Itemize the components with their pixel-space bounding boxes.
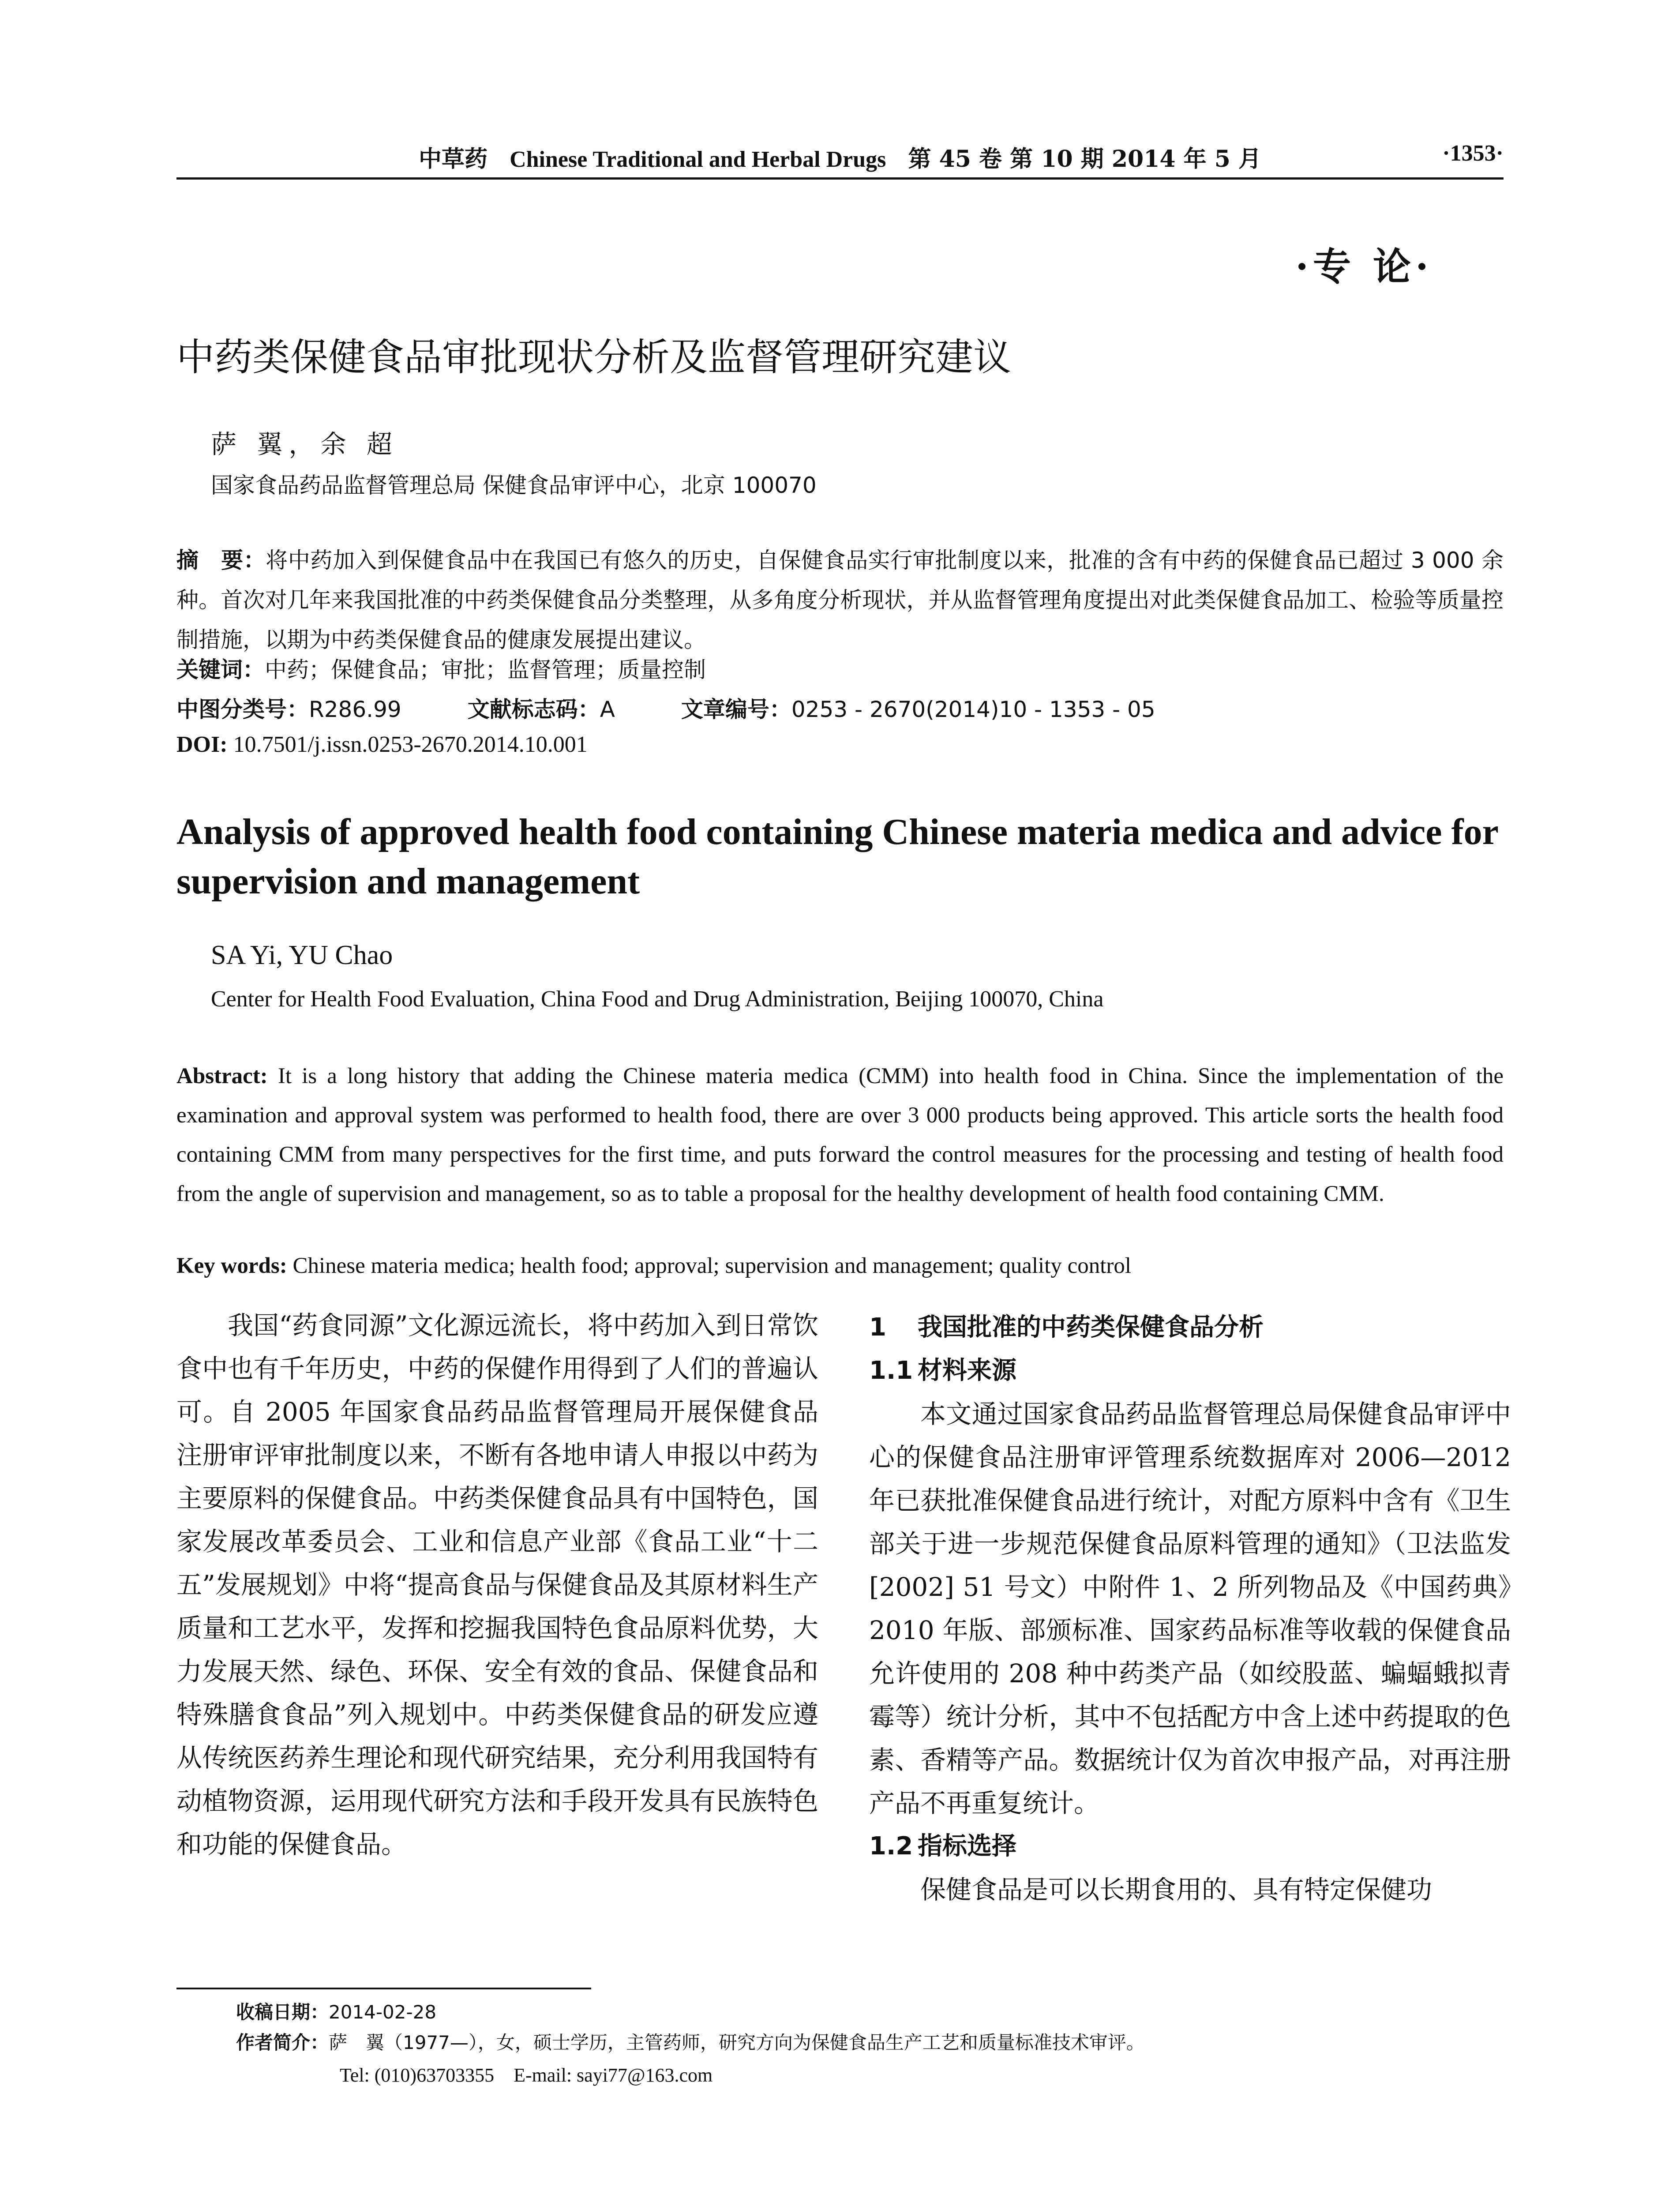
abstract-cn-text: 将中药加入到保健食品中在我国已有悠久的历史，自保健食品实行审批制度以来，批准的含有中药的保健食品已超过 3 000 余种。首次对几年来我国批准的中药类保健食品分类整理，从多角度分析现状，并从监督管理角度提出对此类保健食品加工、检验等质量控制措施，以期为中药类保健食品的健康发展提出建议。	[176, 548, 1504, 653]
authors-cn: 萨 翼，余 超	[211, 429, 398, 459]
section-1-1-number: 1.1	[869, 1356, 913, 1385]
footnote-rule	[176, 1988, 591, 1989]
doi-line	[176, 732, 588, 758]
doc-code-label: 文献标志码：	[467, 697, 600, 722]
issue-info: 第 45 卷 第 10 期 2014 年 5 月	[908, 146, 1262, 173]
abstract-cn	[176, 540, 1504, 660]
keywords-en-label: Key words:	[176, 1253, 287, 1278]
clc-value: R286.99	[309, 697, 401, 722]
section-1-2-paragraph: 保健食品是可以长期食用的、具有特定保健功	[920, 1875, 1432, 1905]
title-cn: 中药类保健食品审批现状分析及监督管理研究建议	[176, 335, 1011, 379]
section-1-1-heading	[869, 1349, 1511, 1392]
running-header	[176, 140, 1504, 176]
keywords-cn	[176, 652, 706, 684]
running-header-center	[176, 140, 1504, 173]
section-1-number: 1	[869, 1313, 886, 1342]
doc-code-value: A	[600, 697, 615, 722]
abstract-en-text: It is a long history that adding the Chinese materia medica (CMM) into health food in China. Since the implementation of the examination and approval system was performed to health food, there are over 3 000 products being approved. This article sorts the health food containing CMM from many perspectives for the first time, and puts forward the control measures for the processing and testing of health food from the angle of supervision and management, so as to table a proposal for the healthy development of health food containing CMM.	[176, 1064, 1504, 1206]
article-no-value: 0253 - 2670(2014)10 - 1353 - 05	[791, 697, 1155, 722]
section-1-2-number: 1.2	[869, 1832, 913, 1861]
article-no-label: 文章编号：	[681, 697, 791, 722]
section-1-2-title: 指标选择	[918, 1832, 1016, 1861]
body-column-left	[176, 1304, 818, 1866]
page-number: ·1353·	[1442, 141, 1504, 166]
section-1-2-heading	[869, 1825, 1511, 1868]
footnote-received	[236, 1998, 436, 2024]
intro-paragraph: 我国“药食同源”文化源远流长，将中药加入到日常饮食中也有千年历史，中药的保健作用得到了人们的普遍认可。自 2005 年国家食品药品监督管理局开展保健食品注册审评审批制度以来，不断有各地申请人申报以中药为主要原料的保健食品。中药类保健食品具有中国特色，国家发展改革委员会、工业和信息产业部《食品工业“十二五”发展规划》中将“提高食品与保健食品及其原材料生产质量和工艺水平，发挥和挖掘我国特色食品原料优势，大力发展天然、绿色、环保、安全有效的食品、保健食品和特殊膳食食品”列入规划中。中药类保健食品的研发应遵从传统医药养生理论和现代研究结果，充分利用我国特有动植物资源，运用现代研究方法和手段开发具有民族特色和功能的保健食品。	[176, 1310, 818, 1859]
bio-text: 萨 翼（1977—），女，硕士学历，主管药师，研究方向为保健食品生产工艺和质量标准技术审评。	[329, 2032, 1145, 2053]
section-1-1-title: 材料来源	[918, 1356, 1016, 1385]
journal-name-en: Chinese Traditional and Herbal Drugs	[510, 147, 886, 172]
header-rule	[176, 177, 1504, 180]
keywords-cn-text: 中药；保健食品；审批；监督管理；质量控制	[265, 657, 706, 683]
section-label: ·专 论·	[1295, 244, 1433, 289]
section-1-heading	[869, 1306, 1511, 1349]
authors-en: SA Yi, YU Chao	[211, 940, 393, 970]
keywords-en	[176, 1253, 1504, 1279]
received-date: 2014-02-28	[329, 2001, 437, 2023]
keywords-cn-label: 关键词：	[176, 657, 265, 683]
classification-line	[176, 692, 1155, 724]
footnote-bio	[236, 2028, 1145, 2055]
keywords-en-text: Chinese materia medica; health food; approval; supervision and management; quality control	[292, 1253, 1132, 1278]
title-en: Analysis of approved health food containing Chinese materia medica and advice for supervision and management	[176, 811, 1498, 902]
section-1-title: 我国批准的中药类保健食品分析	[918, 1313, 1264, 1342]
footnote-contact: Tel: (010)63703355 E-mail: sayi77@163.com	[340, 2064, 713, 2086]
body-column-right	[869, 1306, 1511, 1911]
received-label: 收稿日期：	[236, 2001, 329, 2023]
abstract-en-label: Abstract:	[176, 1064, 268, 1088]
doi-value: 10.7501/j.issn.0253-2670.2014.10.001	[233, 732, 588, 757]
bio-label: 作者简介：	[236, 2032, 329, 2053]
affiliation-cn: 国家食品药品监督管理总局 保健食品审评中心，北京 100070	[211, 473, 817, 498]
abstract-en	[176, 1057, 1504, 1214]
affiliation-en: Center for Health Food Evaluation, China Food and Drug Administration, Beijing 100070, China	[211, 987, 1104, 1012]
journal-name-cn: 中草药	[418, 146, 488, 173]
abstract-cn-label: 摘 要：	[176, 548, 266, 573]
doi-label: DOI:	[176, 732, 228, 757]
section-1-1-paragraph: 本文通过国家食品药品监督管理总局保健食品审评中心的保健食品注册审评管理系统数据库对 2006—2012 年已获批准保健食品进行统计，对配方原料中含有《卫生部关于进一步规范保健食品原料管理的通知》（卫法监发 [2002] 51 号文）中附件 1、2 所列物品及《中国药典》2010 年版、部颁标准、国家药品标准等收载的保健食品允许使用的 208 种中药类产品（如绞股蓝、蝙蝠蛾拟青霉等）统计分析，其中不包括配方中含上述中药提取的色素、香精等产品。数据统计仅为首次申报产品，对再注册产品不再重复统计。	[869, 1399, 1511, 1818]
clc-label: 中图分类号：	[176, 697, 309, 722]
